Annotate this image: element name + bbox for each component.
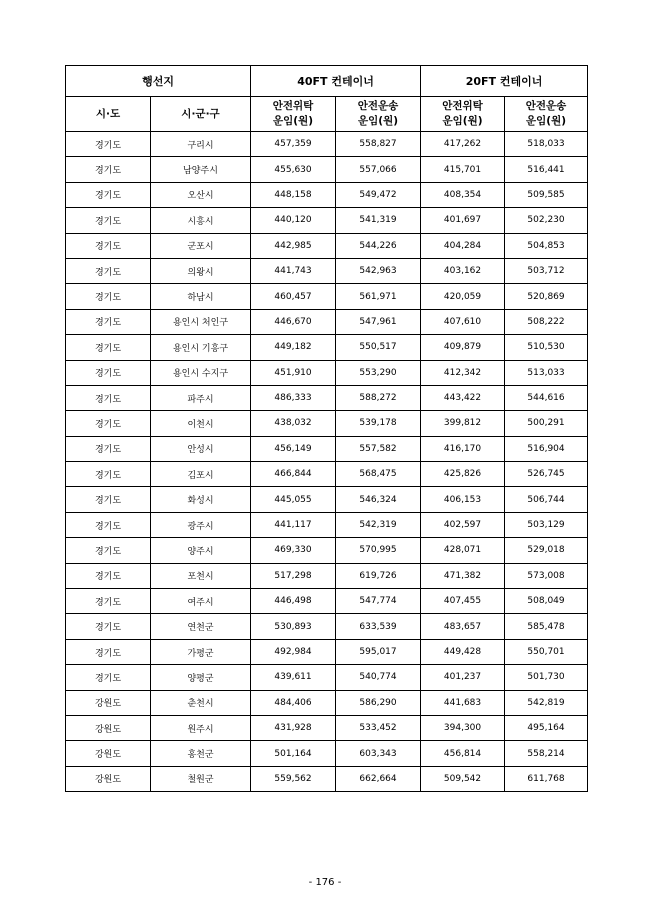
cell-40ft-transport: 547,774 <box>336 589 421 614</box>
table-row <box>66 132 588 157</box>
table-row <box>66 233 588 258</box>
cell-sido: 경기도 <box>66 284 151 309</box>
cell-20ft-consign: 406,153 <box>421 487 505 512</box>
cell-20ft-consign: 416,170 <box>421 436 505 461</box>
cell-20ft-consign: 415,701 <box>421 157 505 182</box>
cell-sido: 경기도 <box>66 233 151 258</box>
cell-20ft-consign: 471,382 <box>421 563 505 588</box>
cell-20ft-consign: 401,697 <box>421 208 505 233</box>
cell-20ft-consign: 441,683 <box>421 690 505 715</box>
cell-20ft-transport: 518,033 <box>505 132 588 157</box>
cell-20ft-consign: 425,826 <box>421 462 505 487</box>
cell-20ft-consign: 412,342 <box>421 360 505 385</box>
cell-40ft-consign: 445,055 <box>251 487 336 512</box>
cell-20ft-consign: 407,610 <box>421 309 505 334</box>
cell-sigungu: 양평군 <box>151 665 251 690</box>
cell-sido: 경기도 <box>66 258 151 283</box>
cell-sigungu: 철원군 <box>151 766 251 791</box>
cell-sido: 강원도 <box>66 741 151 766</box>
cell-sigungu: 군포시 <box>151 233 251 258</box>
header-20ft-transport-rate <box>505 97 588 132</box>
cell-sigungu: 가평군 <box>151 639 251 664</box>
cell-40ft-consign: 441,743 <box>251 258 336 283</box>
cell-40ft-transport: 533,452 <box>336 715 421 740</box>
header-40ft-consign-line1: 안전위탁 <box>272 100 314 112</box>
cell-40ft-transport: 662,664 <box>336 766 421 791</box>
cell-sigungu: 홍천군 <box>151 741 251 766</box>
cell-40ft-consign: 441,117 <box>251 512 336 537</box>
cell-40ft-consign: 457,359 <box>251 132 336 157</box>
cell-20ft-consign: 404,284 <box>421 233 505 258</box>
cell-20ft-transport: 542,819 <box>505 690 588 715</box>
table-row <box>66 360 588 385</box>
cell-sido: 경기도 <box>66 563 151 588</box>
cell-sigungu: 양주시 <box>151 538 251 563</box>
cell-40ft-consign: 492,984 <box>251 639 336 664</box>
cell-sigungu: 안성시 <box>151 436 251 461</box>
cell-20ft-transport: 500,291 <box>505 411 588 436</box>
cell-40ft-consign: 431,928 <box>251 715 336 740</box>
table-row <box>66 589 588 614</box>
cell-sido: 강원도 <box>66 766 151 791</box>
cell-sido: 강원도 <box>66 715 151 740</box>
cell-20ft-consign: 449,428 <box>421 639 505 664</box>
cell-sido: 경기도 <box>66 589 151 614</box>
cell-20ft-transport: 503,129 <box>505 512 588 537</box>
cell-sigungu: 용인시 처인구 <box>151 309 251 334</box>
cell-20ft-transport: 529,018 <box>505 538 588 563</box>
cell-20ft-transport: 508,222 <box>505 309 588 334</box>
cell-20ft-transport: 510,530 <box>505 335 588 360</box>
cell-20ft-transport: 506,744 <box>505 487 588 512</box>
cell-40ft-consign: 460,457 <box>251 284 336 309</box>
cell-40ft-transport: 557,582 <box>336 436 421 461</box>
cell-sido: 경기도 <box>66 538 151 563</box>
cell-20ft-consign: 428,071 <box>421 538 505 563</box>
header-40ft-transport-line1: 안전운송 <box>357 100 399 112</box>
cell-sido: 경기도 <box>66 411 151 436</box>
cell-20ft-consign: 403,162 <box>421 258 505 283</box>
cell-sido: 경기도 <box>66 436 151 461</box>
cell-40ft-consign: 517,298 <box>251 563 336 588</box>
cell-sido: 경기도 <box>66 487 151 512</box>
table-body <box>66 132 588 792</box>
cell-40ft-transport: 546,324 <box>336 487 421 512</box>
cell-sigungu: 포천시 <box>151 563 251 588</box>
table-row <box>66 639 588 664</box>
cell-20ft-transport: 509,585 <box>505 182 588 207</box>
cell-sido: 경기도 <box>66 462 151 487</box>
cell-sigungu: 광주시 <box>151 512 251 537</box>
table-row <box>66 436 588 461</box>
cell-sido: 경기도 <box>66 665 151 690</box>
cell-40ft-consign: 530,893 <box>251 614 336 639</box>
cell-20ft-transport: 501,730 <box>505 665 588 690</box>
cell-40ft-transport: 595,017 <box>336 639 421 664</box>
cell-sido: 경기도 <box>66 639 151 664</box>
cell-20ft-transport: 516,441 <box>505 157 588 182</box>
cell-sido: 경기도 <box>66 309 151 334</box>
cell-40ft-consign: 446,498 <box>251 589 336 614</box>
cell-40ft-transport: 570,995 <box>336 538 421 563</box>
cell-sigungu: 연천군 <box>151 614 251 639</box>
cell-sigungu: 원주시 <box>151 715 251 740</box>
table-row <box>66 182 588 207</box>
cell-sigungu: 오산시 <box>151 182 251 207</box>
cell-sigungu: 의왕시 <box>151 258 251 283</box>
cell-40ft-transport: 547,961 <box>336 309 421 334</box>
cell-40ft-transport: 541,319 <box>336 208 421 233</box>
table-row <box>66 487 588 512</box>
cell-40ft-consign: 439,611 <box>251 665 336 690</box>
header-40ft-transport-rate <box>336 97 421 132</box>
table-row <box>66 208 588 233</box>
cell-20ft-consign: 394,300 <box>421 715 505 740</box>
cell-sigungu: 이천시 <box>151 411 251 436</box>
cell-40ft-consign: 448,158 <box>251 182 336 207</box>
cell-sido: 경기도 <box>66 614 151 639</box>
table-row <box>66 538 588 563</box>
header-sigungu: 시·군·구 <box>151 97 251 132</box>
table-row <box>66 411 588 436</box>
table-row <box>66 665 588 690</box>
table-row <box>66 766 588 791</box>
cell-40ft-transport: 633,539 <box>336 614 421 639</box>
cell-sigungu: 춘천시 <box>151 690 251 715</box>
header-20ft-consign-line2: 운임(원) <box>442 115 483 127</box>
cell-sido: 강원도 <box>66 690 151 715</box>
header-row-groups <box>66 66 588 97</box>
table-row <box>66 335 588 360</box>
cell-sigungu: 파주시 <box>151 385 251 410</box>
header-40ft-consign-rate <box>251 97 336 132</box>
cell-sido: 경기도 <box>66 335 151 360</box>
page-number: - 176 - <box>308 877 342 888</box>
cell-sido: 경기도 <box>66 132 151 157</box>
cell-40ft-consign: 466,844 <box>251 462 336 487</box>
cell-40ft-consign: 456,149 <box>251 436 336 461</box>
cell-20ft-transport: 520,869 <box>505 284 588 309</box>
cell-sido: 경기도 <box>66 360 151 385</box>
cell-20ft-transport: 526,745 <box>505 462 588 487</box>
cell-40ft-transport: 542,963 <box>336 258 421 283</box>
cell-20ft-consign: 456,814 <box>421 741 505 766</box>
cell-20ft-transport: 504,853 <box>505 233 588 258</box>
cell-40ft-consign: 484,406 <box>251 690 336 715</box>
table-row <box>66 309 588 334</box>
cell-40ft-transport: 561,971 <box>336 284 421 309</box>
cell-40ft-consign: 469,330 <box>251 538 336 563</box>
cell-sido: 경기도 <box>66 208 151 233</box>
cell-40ft-consign: 442,985 <box>251 233 336 258</box>
cell-20ft-transport: 503,712 <box>505 258 588 283</box>
cell-sigungu: 김포시 <box>151 462 251 487</box>
cell-40ft-consign: 451,910 <box>251 360 336 385</box>
cell-40ft-consign: 559,562 <box>251 766 336 791</box>
cell-40ft-transport: 557,066 <box>336 157 421 182</box>
table-row <box>66 284 588 309</box>
cell-20ft-consign: 483,657 <box>421 614 505 639</box>
cell-40ft-transport: 568,475 <box>336 462 421 487</box>
cell-20ft-transport: 516,904 <box>505 436 588 461</box>
table-row <box>66 462 588 487</box>
table-row <box>66 385 588 410</box>
cell-20ft-consign: 409,879 <box>421 335 505 360</box>
cell-40ft-transport: 540,774 <box>336 665 421 690</box>
cell-sigungu: 용인시 수지구 <box>151 360 251 385</box>
cell-40ft-transport: 544,226 <box>336 233 421 258</box>
cell-40ft-transport: 539,178 <box>336 411 421 436</box>
cell-20ft-consign: 443,422 <box>421 385 505 410</box>
table-row <box>66 614 588 639</box>
cell-sigungu: 용인시 기흥구 <box>151 335 251 360</box>
cell-20ft-transport: 558,214 <box>505 741 588 766</box>
cell-20ft-consign: 402,597 <box>421 512 505 537</box>
table-row <box>66 258 588 283</box>
cell-40ft-transport: 542,319 <box>336 512 421 537</box>
cell-20ft-consign: 420,059 <box>421 284 505 309</box>
cell-40ft-consign: 446,670 <box>251 309 336 334</box>
header-20ft-consign-line1: 안전위탁 <box>442 100 483 112</box>
cell-sigungu: 구리시 <box>151 132 251 157</box>
cell-40ft-transport: 553,290 <box>336 360 421 385</box>
cell-sigungu: 하남시 <box>151 284 251 309</box>
table-row <box>66 715 588 740</box>
cell-40ft-transport: 619,726 <box>336 563 421 588</box>
cell-40ft-transport: 550,517 <box>336 335 421 360</box>
table-row <box>66 157 588 182</box>
cell-40ft-transport: 586,290 <box>336 690 421 715</box>
cell-40ft-consign: 438,032 <box>251 411 336 436</box>
cell-40ft-transport: 558,827 <box>336 132 421 157</box>
cell-20ft-consign: 417,262 <box>421 132 505 157</box>
table-row <box>66 512 588 537</box>
cell-sigungu: 화성시 <box>151 487 251 512</box>
cell-20ft-transport: 550,701 <box>505 639 588 664</box>
cell-sigungu: 남양주시 <box>151 157 251 182</box>
cell-40ft-transport: 603,343 <box>336 741 421 766</box>
cell-sido: 경기도 <box>66 157 151 182</box>
cell-20ft-transport: 508,049 <box>505 589 588 614</box>
header-20ft-container: 20FT 컨테이너 <box>421 66 588 97</box>
header-40ft-container: 40FT 컨테이너 <box>251 66 421 97</box>
cell-20ft-transport: 502,230 <box>505 208 588 233</box>
cell-sigungu: 시흥시 <box>151 208 251 233</box>
cell-20ft-transport: 573,008 <box>505 563 588 588</box>
table-row <box>66 690 588 715</box>
cell-20ft-consign: 401,237 <box>421 665 505 690</box>
header-row-columns <box>66 97 588 132</box>
freight-rate-table <box>65 65 588 792</box>
header-20ft-transport-line2: 운임(원) <box>526 115 567 127</box>
cell-sigungu: 여주시 <box>151 589 251 614</box>
cell-40ft-consign: 455,630 <box>251 157 336 182</box>
cell-40ft-transport: 549,472 <box>336 182 421 207</box>
header-40ft-transport-line2: 운임(원) <box>358 115 399 127</box>
table-row <box>66 563 588 588</box>
cell-20ft-consign: 408,354 <box>421 182 505 207</box>
cell-40ft-consign: 501,164 <box>251 741 336 766</box>
cell-20ft-transport: 544,616 <box>505 385 588 410</box>
header-sido: 시·도 <box>66 97 151 132</box>
cell-20ft-transport: 513,033 <box>505 360 588 385</box>
cell-sido: 경기도 <box>66 512 151 537</box>
cell-20ft-consign: 407,455 <box>421 589 505 614</box>
cell-20ft-transport: 585,478 <box>505 614 588 639</box>
cell-40ft-consign: 486,333 <box>251 385 336 410</box>
cell-40ft-consign: 440,120 <box>251 208 336 233</box>
table-row <box>66 741 588 766</box>
cell-sido: 경기도 <box>66 182 151 207</box>
cell-20ft-consign: 399,812 <box>421 411 505 436</box>
cell-20ft-consign: 509,542 <box>421 766 505 791</box>
cell-20ft-transport: 611,768 <box>505 766 588 791</box>
cell-40ft-consign: 449,182 <box>251 335 336 360</box>
cell-20ft-transport: 495,164 <box>505 715 588 740</box>
cell-sido: 경기도 <box>66 385 151 410</box>
header-destination: 행선지 <box>66 66 251 97</box>
header-40ft-consign-line2: 운임(원) <box>273 115 314 127</box>
header-20ft-transport-line1: 안전운송 <box>525 100 567 112</box>
header-20ft-consign-rate <box>421 97 505 132</box>
cell-40ft-transport: 588,272 <box>336 385 421 410</box>
